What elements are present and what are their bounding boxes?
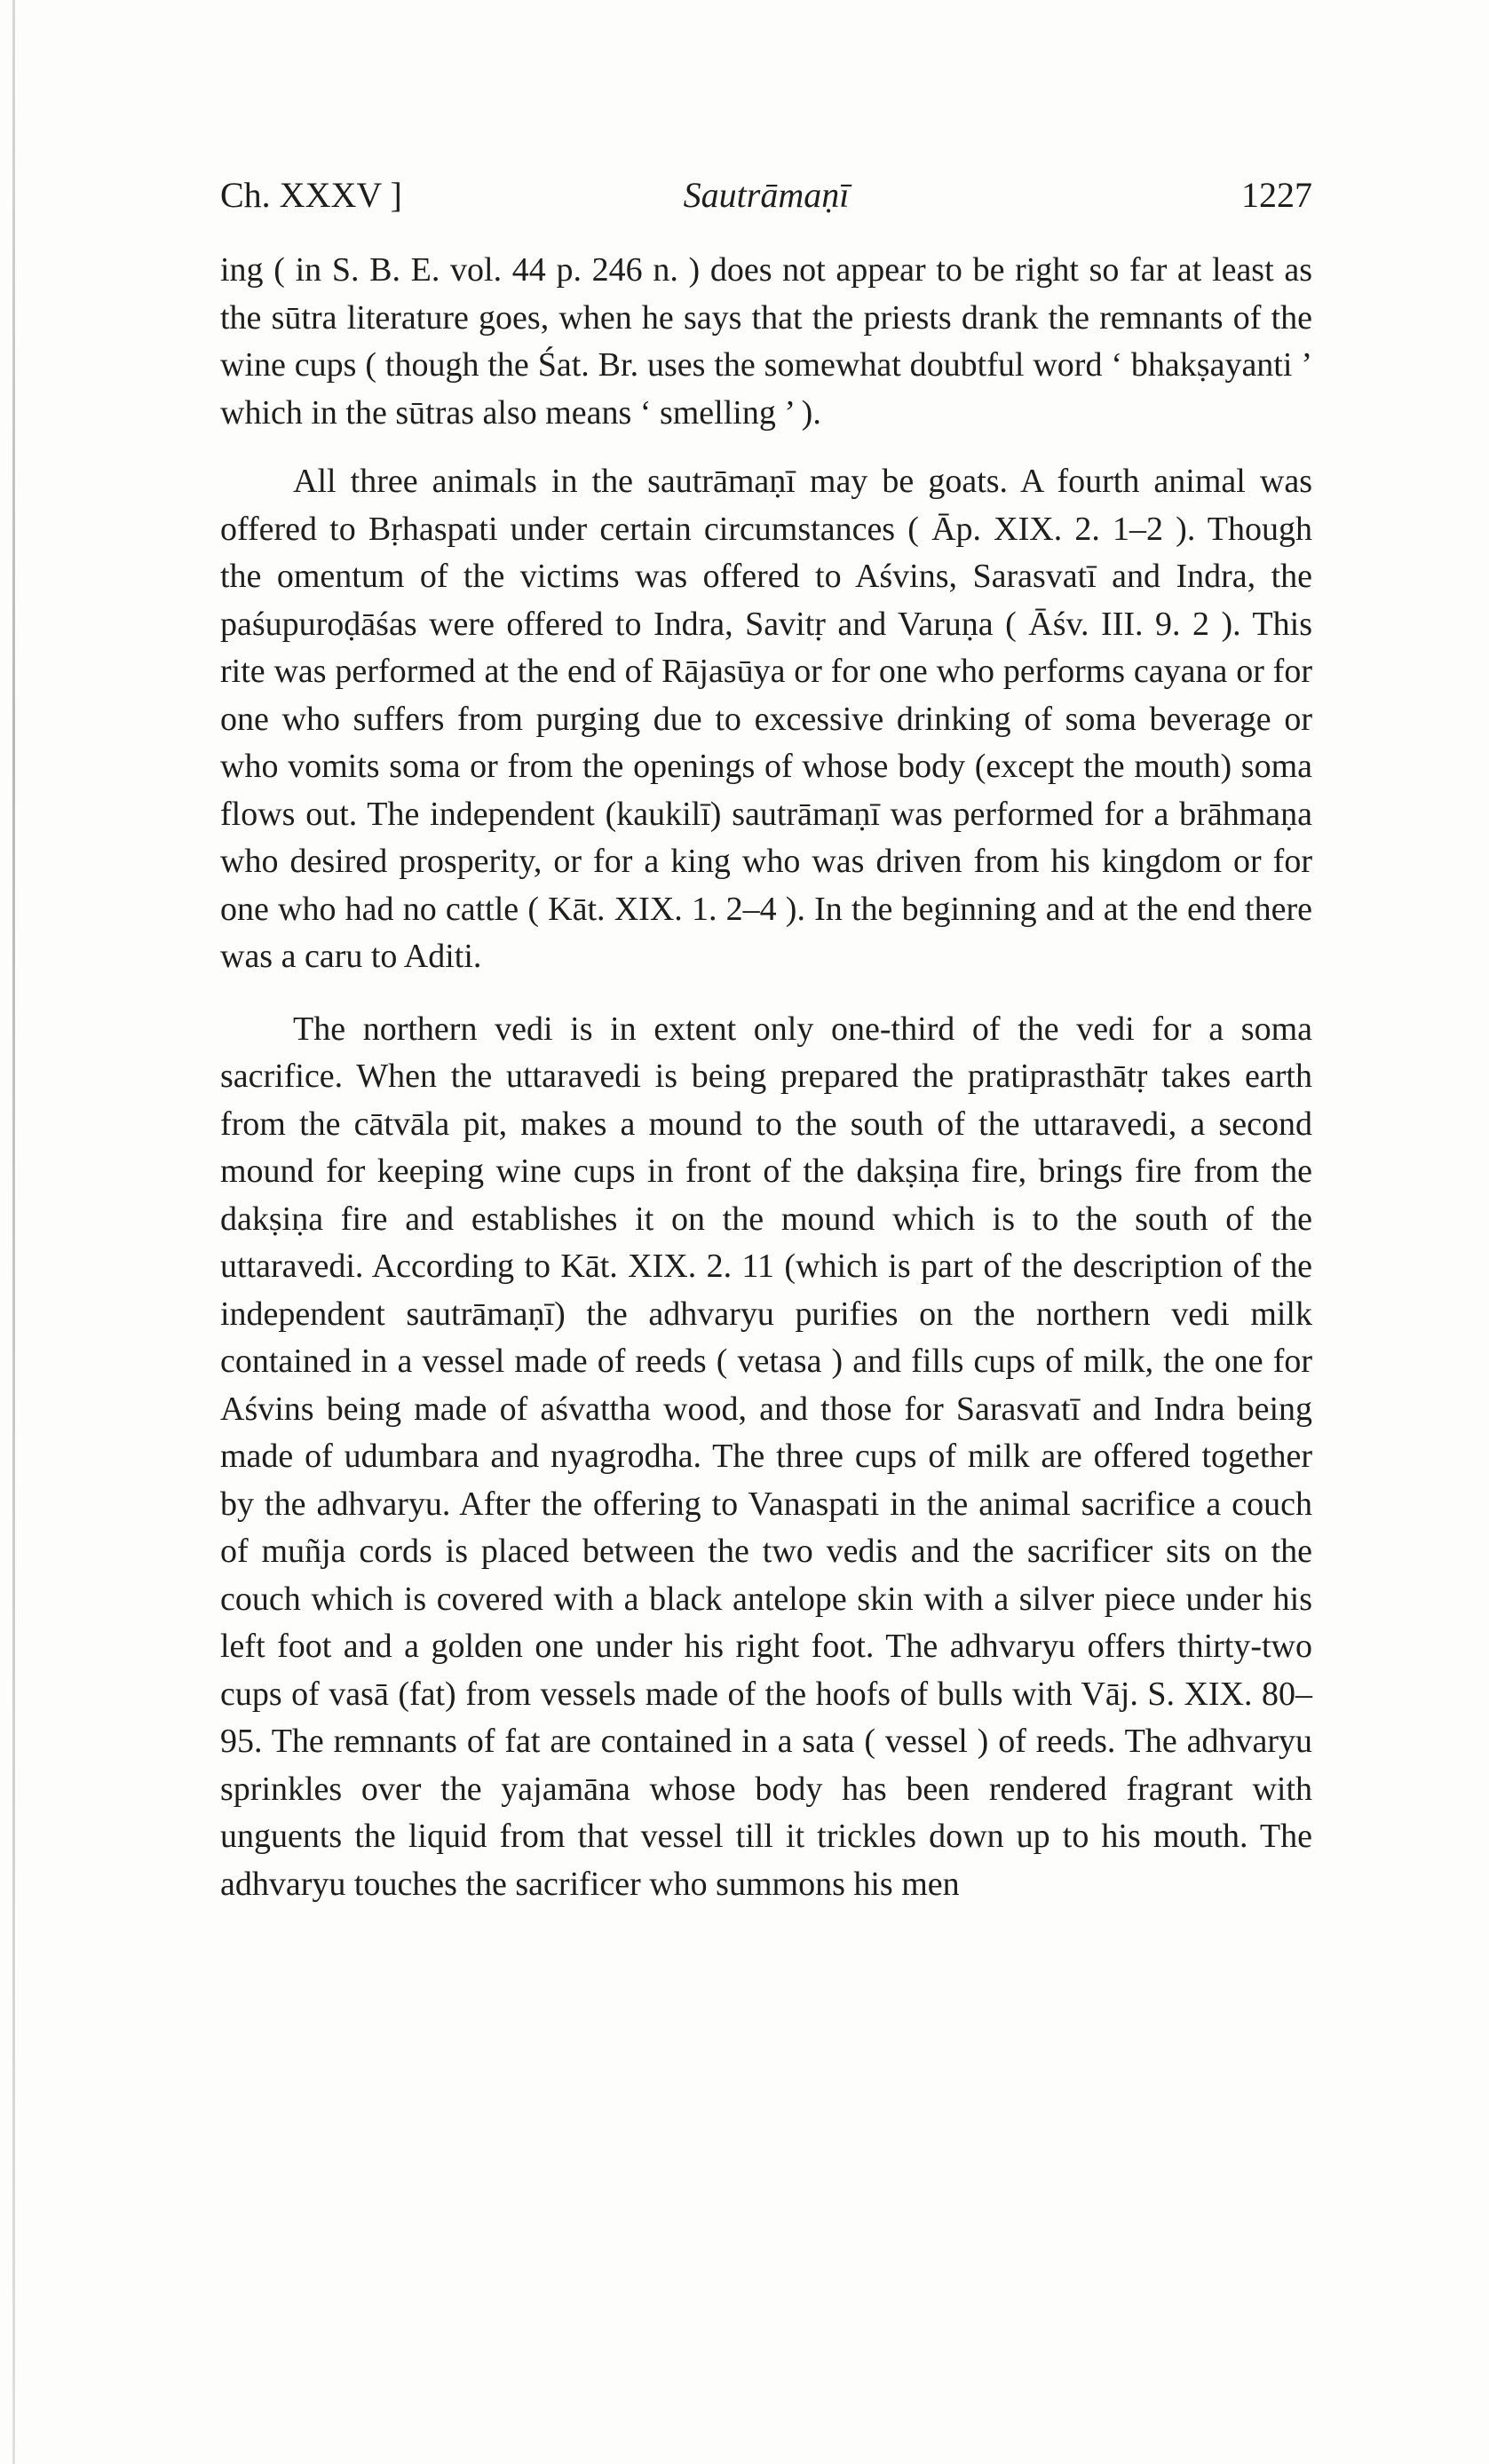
page-number: 1227 — [1241, 175, 1312, 215]
paragraph-northern-vedi: The northern vedi is in extent only one-third of the vedi for a soma sacrifice. When the uttaravedi is being prepared the pratiprasthātṛ takes earth from the cātvāla pit, makes a mound to the south of the uttaravedi, a second mound for keeping wine cups in front of the dakṣiṇa fire, brings fire from the dakṣiṇa fire and establishes it on the mound which is to the south of the uttaravedi. According to Kāt. XIX. 2. 11 (which is part of the description of the independent sautrāmaṇī) the adhvaryu purifies on the northern vedi milk contained in a vessel made of reeds ( vetasa ) and fills cups of milk, the one for Aśvins being made of aśvattha wood, and those for Sarasvatī and Indra being made of udumbara and nyagrodha. The three cups of milk are offered together by the adhvaryu. After the offering to Vanaspati in the animal sacrifice a couch of muñja cords is placed between the two vedis and the sacrificer sits on the couch which is covered with a black antelope skin with a silver piece under his left foot and a golden one under his right foot. The adhvaryu offers thirty-two cups of vasā (fat) from vessels made of the hoofs of bulls with Vāj. S. XIX. 80–95. The remnants of fat are contained in a sata ( vessel ) of reeds. The adhvaryu sprinkles over the yajamāna whose body has been rendered fragrant with unguents the liquid from that vessel till it trickles down up to his mouth. The adhvaryu touches the sacrificer who summons his men — [220, 1010, 1312, 1903]
paragraph-animals: All three animals in the sautrāmaṇī may be goats. A fourth animal was offered to Bṛhaspati under certain circumstances ( Āp. XIX. 2. 1–2 ). Though the omentum of the victims was offered to Aśvins, Sarasvatī and Indra, the paśupuroḍāśas were offered to Indra, Savitṛ and Varuṇa ( Āśv. III. 9. 2 ). This rite was performed at the end of Rājasūya or for one who performs cayana or for one who suffers from purging due to excessive drinking of soma beverage or who vomits soma or from the openings of whose body (except the mouth) soma flows out. The independent (kaukilī) sautrāmaṇī was performed for a brāhmaṇa who desired prosperity, or for a king who was driven from his kingdom or for one who had no cattle ( Kāt. XIX. 1. 2–4 ). In the beginning and at the end there was a caru to Aditi. — [220, 463, 1312, 975]
paragraph-continuation: ing ( in S. B. E. vol. 44 p. 246 n. ) does not appear to be right so far at least as the sūtra literature goes, when he says that the priests drank the remnants of the wine cups ( though the Śat. Br. uses the somewhat doubtful word ‘ bhakṣayanti ’ which in the sūtras also means ‘ smelling ’ ). — [220, 251, 1312, 432]
body-text — [220, 247, 1312, 1908]
running-title: Sautrāmaṇī — [683, 175, 850, 215]
chapter-label: Ch. XXXV ] — [220, 175, 402, 215]
book-page — [220, 169, 1312, 1908]
scan-edge-line — [12, 0, 15, 2464]
running-header — [220, 169, 1312, 222]
